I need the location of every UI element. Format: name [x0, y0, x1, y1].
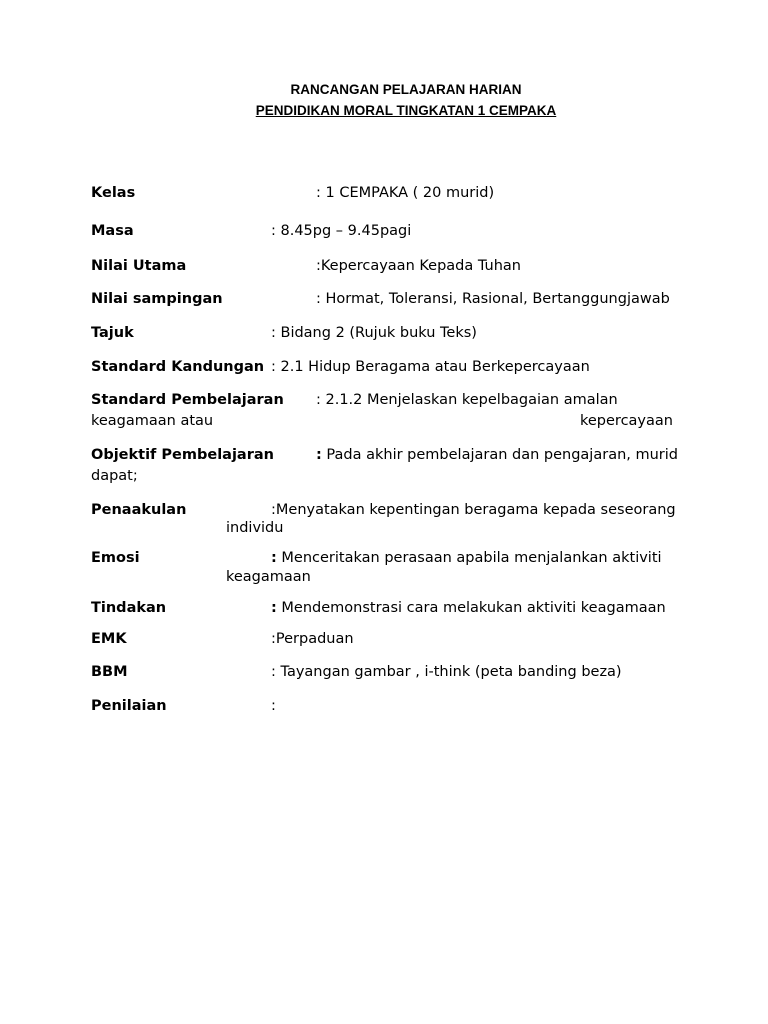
- field-value: : Hormat, Toleransi, Rasional, Bertanggungjawab: [316, 291, 670, 307]
- field-label: Penilaian: [91, 698, 167, 714]
- field-label: Standard Pembelajaran: [91, 392, 284, 408]
- field-continuation: kepercayaan: [580, 413, 673, 429]
- document-title: RANCANGAN PELAJARAN HARIAN: [290, 82, 522, 97]
- field-value: : 8.45pg – 9.45pagi: [271, 223, 412, 239]
- field-label: Masa: [91, 223, 134, 239]
- field-value: : 1 CEMPAKA ( 20 murid): [316, 185, 495, 201]
- field-value: : 2.1 Hidup Beragama atau Berkepercayaan: [271, 359, 590, 375]
- field-colon: :: [271, 550, 277, 566]
- field-continuation: keagamaan atau: [91, 413, 214, 429]
- field-value: [271, 549, 662, 567]
- field-value: : Bidang 2 (Rujuk buku Teks): [271, 325, 477, 341]
- field-value: :Kepercayaan Kepada Tuhan: [316, 258, 521, 274]
- field-label: Nilai sampingan: [91, 291, 223, 307]
- field-value-text: Pada akhir pembelajaran dan pengajaran, murid: [321, 447, 678, 463]
- field-label: Nilai Utama: [91, 258, 187, 274]
- field-label: Emosi: [91, 550, 140, 566]
- field-label: Kelas: [91, 185, 136, 201]
- field-continuation: dapat;: [91, 468, 138, 484]
- field-label: Standard Kandungan: [91, 359, 265, 375]
- field-value: :Menyatakan kepentingan beragama kepada seseorang: [271, 502, 676, 518]
- field-value-text: Mendemonstrasi cara melakukan aktiviti keagamaan: [276, 600, 666, 616]
- field-label: Tindakan: [91, 600, 167, 616]
- field-label: Tajuk: [91, 325, 134, 341]
- field-value: : Tayangan gambar , i-think (peta banding beza): [271, 664, 622, 680]
- field-value-text: Menceritakan perasaan apabila menjalankan aktiviti: [276, 550, 662, 566]
- field-label: Penaakulan: [91, 502, 187, 518]
- field-value: : 2.1.2 Menjelaskan kepelbagaian amalan: [316, 392, 618, 408]
- field-label: BBM: [91, 664, 128, 680]
- field-continuation: individu: [226, 520, 284, 536]
- field-colon: :: [271, 600, 277, 616]
- document-subtitle: PENDIDIKAN MORAL TINGKATAN 1 CEMPAKA: [255, 103, 557, 118]
- field-colon: :: [316, 447, 322, 463]
- field-label: Objektif Pembelajaran: [91, 447, 274, 463]
- field-continuation: keagamaan: [226, 569, 311, 585]
- field-value: :Perpaduan: [271, 631, 354, 647]
- field-value: [316, 446, 678, 464]
- field-value: :: [271, 698, 276, 714]
- field-value: [271, 599, 666, 617]
- field-label: EMK: [91, 631, 127, 647]
